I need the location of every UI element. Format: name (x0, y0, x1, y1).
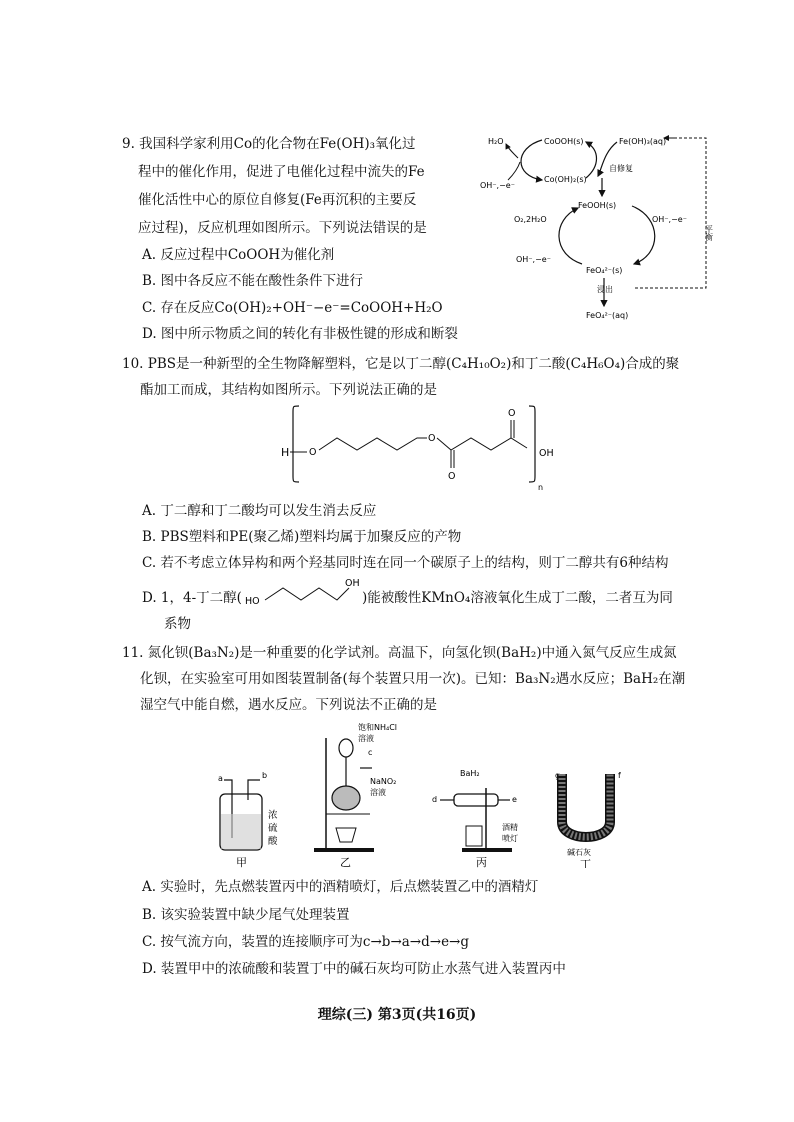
balance-dashed-loop (634, 138, 706, 288)
q11-apparatus (210, 718, 630, 868)
q11-stem-line-3: 湿空气中能自燃，遇水反应。下列说法不正确的是 (140, 697, 437, 713)
label-d: d (432, 795, 438, 804)
apparatus-yi (314, 722, 397, 868)
label-e: e (512, 795, 517, 804)
co-cycle-arc (521, 140, 542, 180)
label-h2so4-2: 硫 (268, 823, 278, 834)
q10-stem-line-2: 酯加工而成，其结构如图所示。下列说法正确的是 (140, 382, 437, 398)
label-h2so4-1: 浓 (268, 810, 278, 821)
label-oh-d: OH (345, 578, 360, 589)
label-nh4cl-1: 饱和NH₄Cl (358, 723, 398, 732)
label-leach: 浸出 (597, 285, 613, 294)
label-oh: OH (539, 448, 554, 459)
q10-option-a: A. 丁二醇和丁二酸均可以发生消去反应 (142, 503, 377, 519)
label-oh-e-left: OH⁻,−e⁻ (480, 181, 515, 190)
label-feoh3: Fe(OH)₃(aq) (619, 137, 667, 146)
q9-mechanism-diagram (474, 130, 724, 330)
fe-cycle-left (559, 208, 582, 264)
label-bah2: BaH₂ (460, 769, 480, 778)
label-nano2-1: NaNO₂ (370, 777, 397, 786)
co-h2o-arrow (506, 144, 518, 158)
label-feo4-s: FeO₄²⁻(s) (586, 266, 623, 275)
pbs-structure (275, 400, 575, 492)
q9-option-b: B. 图中各反应不能在酸性条件下进行 (142, 273, 364, 289)
label-nh4cl-2: 溶液 (358, 734, 374, 743)
label-h: H (281, 446, 290, 459)
label-n: n (538, 483, 544, 492)
label-yi: 乙 (340, 856, 351, 868)
label-oh-e-right: OH⁻,−e⁻ (652, 215, 687, 224)
q9-stem-line-2: 程中的催化作用，促进了电催化过程中流失的Fe (138, 164, 425, 180)
butanediol-structure (245, 576, 365, 610)
q11-option-c: C. 按气流方向，装置的连接顺序可为c→b→a→d→e→g (142, 934, 470, 950)
q11-stem-line-2: 化钡，在实验室可用如图装置制备(每个装置只用一次)。已知：Ba₃N₂遇水反应；BaH₂在潮 (140, 671, 686, 687)
coh2-to-cooh (586, 142, 597, 178)
label-coh2: Co(OH)₂(s) (544, 175, 587, 184)
q10-option-d-prefix: D. 1，4-丁二醇( (142, 590, 242, 606)
q10-option-d-cont: 系物 (164, 616, 191, 632)
label-ho: HO (245, 596, 260, 607)
page-footer: 理综(三) 第3页(共16页) (317, 1007, 477, 1023)
q11-option-b: B. 该实验装置中缺少尾气处理装置 (142, 907, 350, 923)
q9-stem-line-1: 9. 我国科学家利用Co的化合物在Fe(OH)₃氧化过 (122, 136, 416, 152)
label-a: a (218, 774, 223, 783)
label-oh-e-lower: OH⁻,−e⁻ (516, 255, 551, 264)
q10-option-c: C. 若不考虑立体异构和两个羟基同时连在同一个碳原子上的结构，则丁二醇共有6种结构 (142, 555, 669, 571)
label-b: b (262, 771, 268, 780)
q9-option-d: D. 图中所示物质之间的转化有非极性键的形成和断裂 (142, 326, 458, 342)
label-balance: 平衡 (704, 225, 714, 241)
label-feooh: FeOOH(s) (578, 201, 617, 210)
label-o-carbonyl-2: O (508, 408, 516, 419)
q10-option-d-suffix: )能被酸性KMnO₄溶液氧化生成丁二酸，二者互为同 (362, 590, 673, 606)
label-lamp-2: 喷灯 (502, 834, 518, 843)
label-c: c (368, 748, 373, 757)
apparatus-ding (555, 771, 621, 868)
label-bing: 丙 (476, 856, 487, 868)
label-self-repair: 自修复 (609, 164, 633, 173)
left-bracket (293, 406, 299, 482)
q9-stem-line-3: 催化活性中心的原位自修复(Fe再沉积的主要反 (138, 192, 417, 208)
butanediol-chain (319, 438, 427, 450)
label-o-left: O (309, 447, 317, 458)
apparatus-jia (218, 771, 278, 868)
q10-stem-line-1: 10. PBS是一种新型的全生物降解塑料，它是以丁二醇(C₄H₁₀O₂)和丁二酸(C₄H₆O₄)合成的聚 (122, 356, 680, 372)
co-oh-arrow (508, 162, 520, 180)
q10-option-b: B. PBS塑料和PE(聚乙烯)塑料均属于加聚反应的产物 (142, 529, 462, 545)
diol-chain (265, 588, 349, 600)
q11-option-d: D. 装置甲中的浓硫酸和装置丁中的碱石灰均可防止水蒸气进入装置丙中 (142, 961, 566, 977)
label-f: f (618, 771, 621, 780)
label-lamp-1: 酒精 (502, 823, 518, 832)
label-o-carbonyl-1: O (448, 471, 456, 482)
q11-option-a: A. 实验时，先点燃装置丙中的酒精喷灯，后点燃装置乙中的酒精灯 (142, 879, 539, 895)
q9-option-a: A. 反应过程中CoOOH为催化剂 (142, 247, 335, 263)
label-nano2-2: 溶液 (370, 788, 386, 797)
succinate-chain (437, 438, 527, 450)
label-h2so4-3: 酸 (268, 836, 278, 847)
apparatus-bing (432, 769, 518, 868)
q11-stem-line-1: 11. 氮化钡(Ba₃N₂)是一种重要的化学试剂。高温下，向氢化钡(BaH₂)中通入氮气反应生成氮 (122, 645, 677, 661)
label-feo4-aq: FeO₄²⁻(aq) (586, 311, 629, 320)
q9-stem-line-4: 应过程)，反应机理如图所示。下列说法错误的是 (138, 220, 427, 236)
label-g: g (555, 771, 561, 780)
right-bracket (529, 406, 535, 482)
label-ding: 丁 (580, 858, 591, 868)
label-cooh: CoOOH(s) (544, 137, 584, 146)
label-o2-h2o: O₂,2H₂O (514, 215, 547, 224)
label-h2o: H₂O (488, 137, 504, 146)
label-jia: 甲 (236, 856, 247, 868)
q9-option-c: C. 存在反应Co(OH)₂+OH⁻−e⁻=CoOOH+H₂O (142, 300, 443, 316)
label-soda-lime: 碱石灰 (567, 848, 591, 857)
label-o-ester: O (428, 433, 436, 444)
